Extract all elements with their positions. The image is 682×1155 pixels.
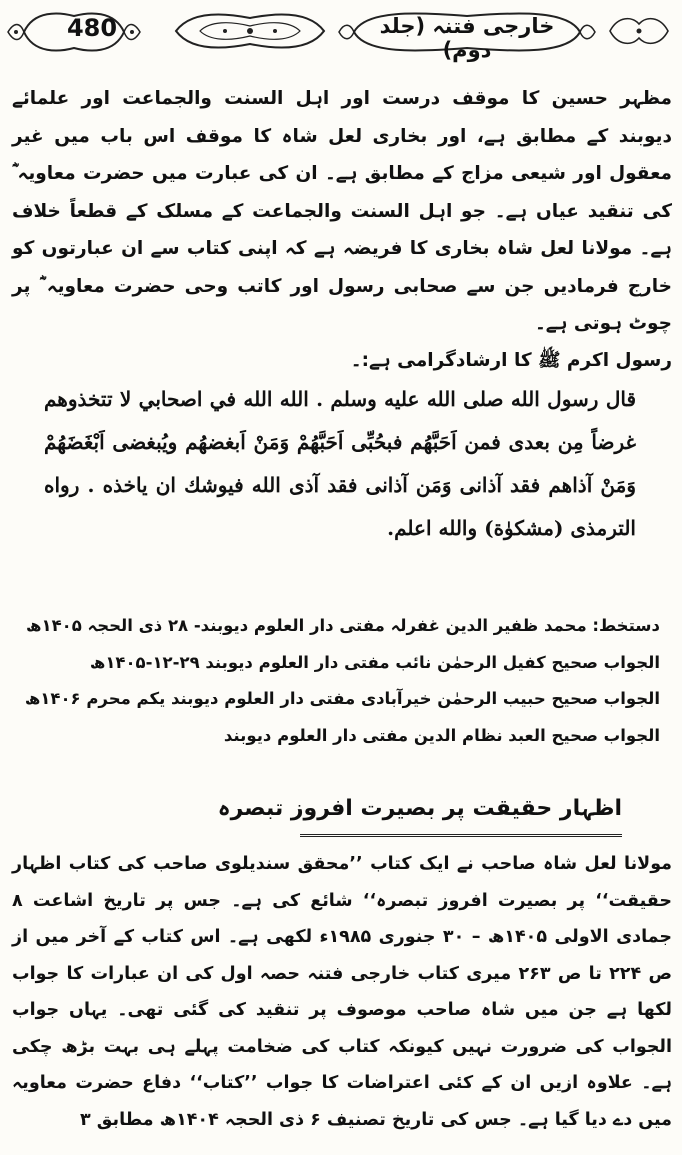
page-number: 480 xyxy=(66,14,118,42)
signature-line: الجواب صحیح حبیب الرحمٰن خیرآبادی مفتی دار العلوم دیوبند یکم محرم ۱۴۰۶ھ xyxy=(24,689,660,708)
section-paragraph: مولانا لعل شاہ صاحب نے ایک کتاب ’’محقق سندیلوی صاحب کی کتاب اظہار حقیقت‘‘ پر بصیرت افروز تبصرہ‘‘ شائع کی ہے۔ جس پر تاریخ اشاعت ۸ جمادی الاولی ۱۴۰۵ھ – ۳۰ جنوری ۱۹۸۵ء لکھی ہے۔ اس کتاب کے آخر میں از ص ۲۲۴ تا ص ۲۶۳ میری کتاب خارجی فتنہ حصہ اول کی ان عبارات کا جواب لکھا ہے جن میں شاہ صاحب موصوف پر تنقید کی گئی تھی۔ یہاں جواب الجواب کی ضرورت نہیں کیونکہ کتاب کی ضخامت پہلے ہی بہت بڑھ چکی ہے۔ علاوہ ازیں ان کے کئی اعتراضات کا جواب ’’کتاب‘‘ دفاع حضرت معاویہ میں دے دیا گیا ہے۔ جس کی تاریخ تصنیف ۶ ذی الحجہ ۱۴۰۴ھ مطابق ۳ xyxy=(12,854,672,1130)
section-heading: اظہار حقیقت پر بصیرت افروز تبصرہ xyxy=(217,796,622,821)
hadith-text: قال رسول الله صلى الله عليه وسلم . الله الله في اصحابي لا تتخذوهم غرضاً مِن بعدى فمن اَحَبَّهُم فبحُبِّى اَحَبَّهُمْ وَمَنْ اَبغضهُم ويُبغضى اَبْغَضَهُمْ وَمَنْ آذاهم فقد آذانى وَمَن آذانى فقد آذى الله فيوشك ان ياخذه . رواه الترمذى (مشكوٰة) والله اعلم. xyxy=(44,387,636,540)
body-paragraph-2: رسول اکرم ﷺ کا ارشادگرامی ہے:۔ xyxy=(350,350,672,371)
body-paragraph-1: مظہر حسین کا موقف درست اور اہل السنت والجماعت اور علمائے دیوبند کے مطابق ہے، اور بخاری لعل شاہ کا موقف اس باب میں غیر معقول اور شیعی مزاج کے مطابق ہے۔ ان کی عبارت میں حضرت معاویہ ؓ کی تنقید عیاں ہے۔ جو اہل السنت والجماعت کے مسلک کے قطعاً خلاف ہے۔ مولانا لعل شاہ بخاری کا فریضہ ہے کہ اپنی کتاب سے ان عبارتوں کو خارج فرمادیں جن سے صحابی رسول اور کاتب وحی حضرت معاویہ ؓ پر چوٹ ہوتی ہے۔ xyxy=(12,88,672,334)
signature-line: الجواب صحیح العبد نظام الدین مفتی دار العلوم دیوبند xyxy=(223,725,660,745)
page-header xyxy=(0,0,682,64)
signature-line: الجواب صحیح کفیل الرحمٰن نائب مفتی دار العلوم دیوبند ۲۹-۱۲-۱۴۰۵ھ xyxy=(89,652,660,672)
fatwa-signatures xyxy=(24,608,660,754)
header-right-ornament xyxy=(602,6,676,56)
book-title: خارجی فتنہ (جلد دوم) xyxy=(379,14,555,62)
signature-line: دستخط: محمد ظفیر الدین غفرلہ مفتی دار العلوم دیوبند- ۲۸ ذی الحجہ ۱۴۰۵ھ xyxy=(26,616,660,635)
heading-underline xyxy=(300,834,622,837)
header-center-ornament xyxy=(170,6,330,56)
